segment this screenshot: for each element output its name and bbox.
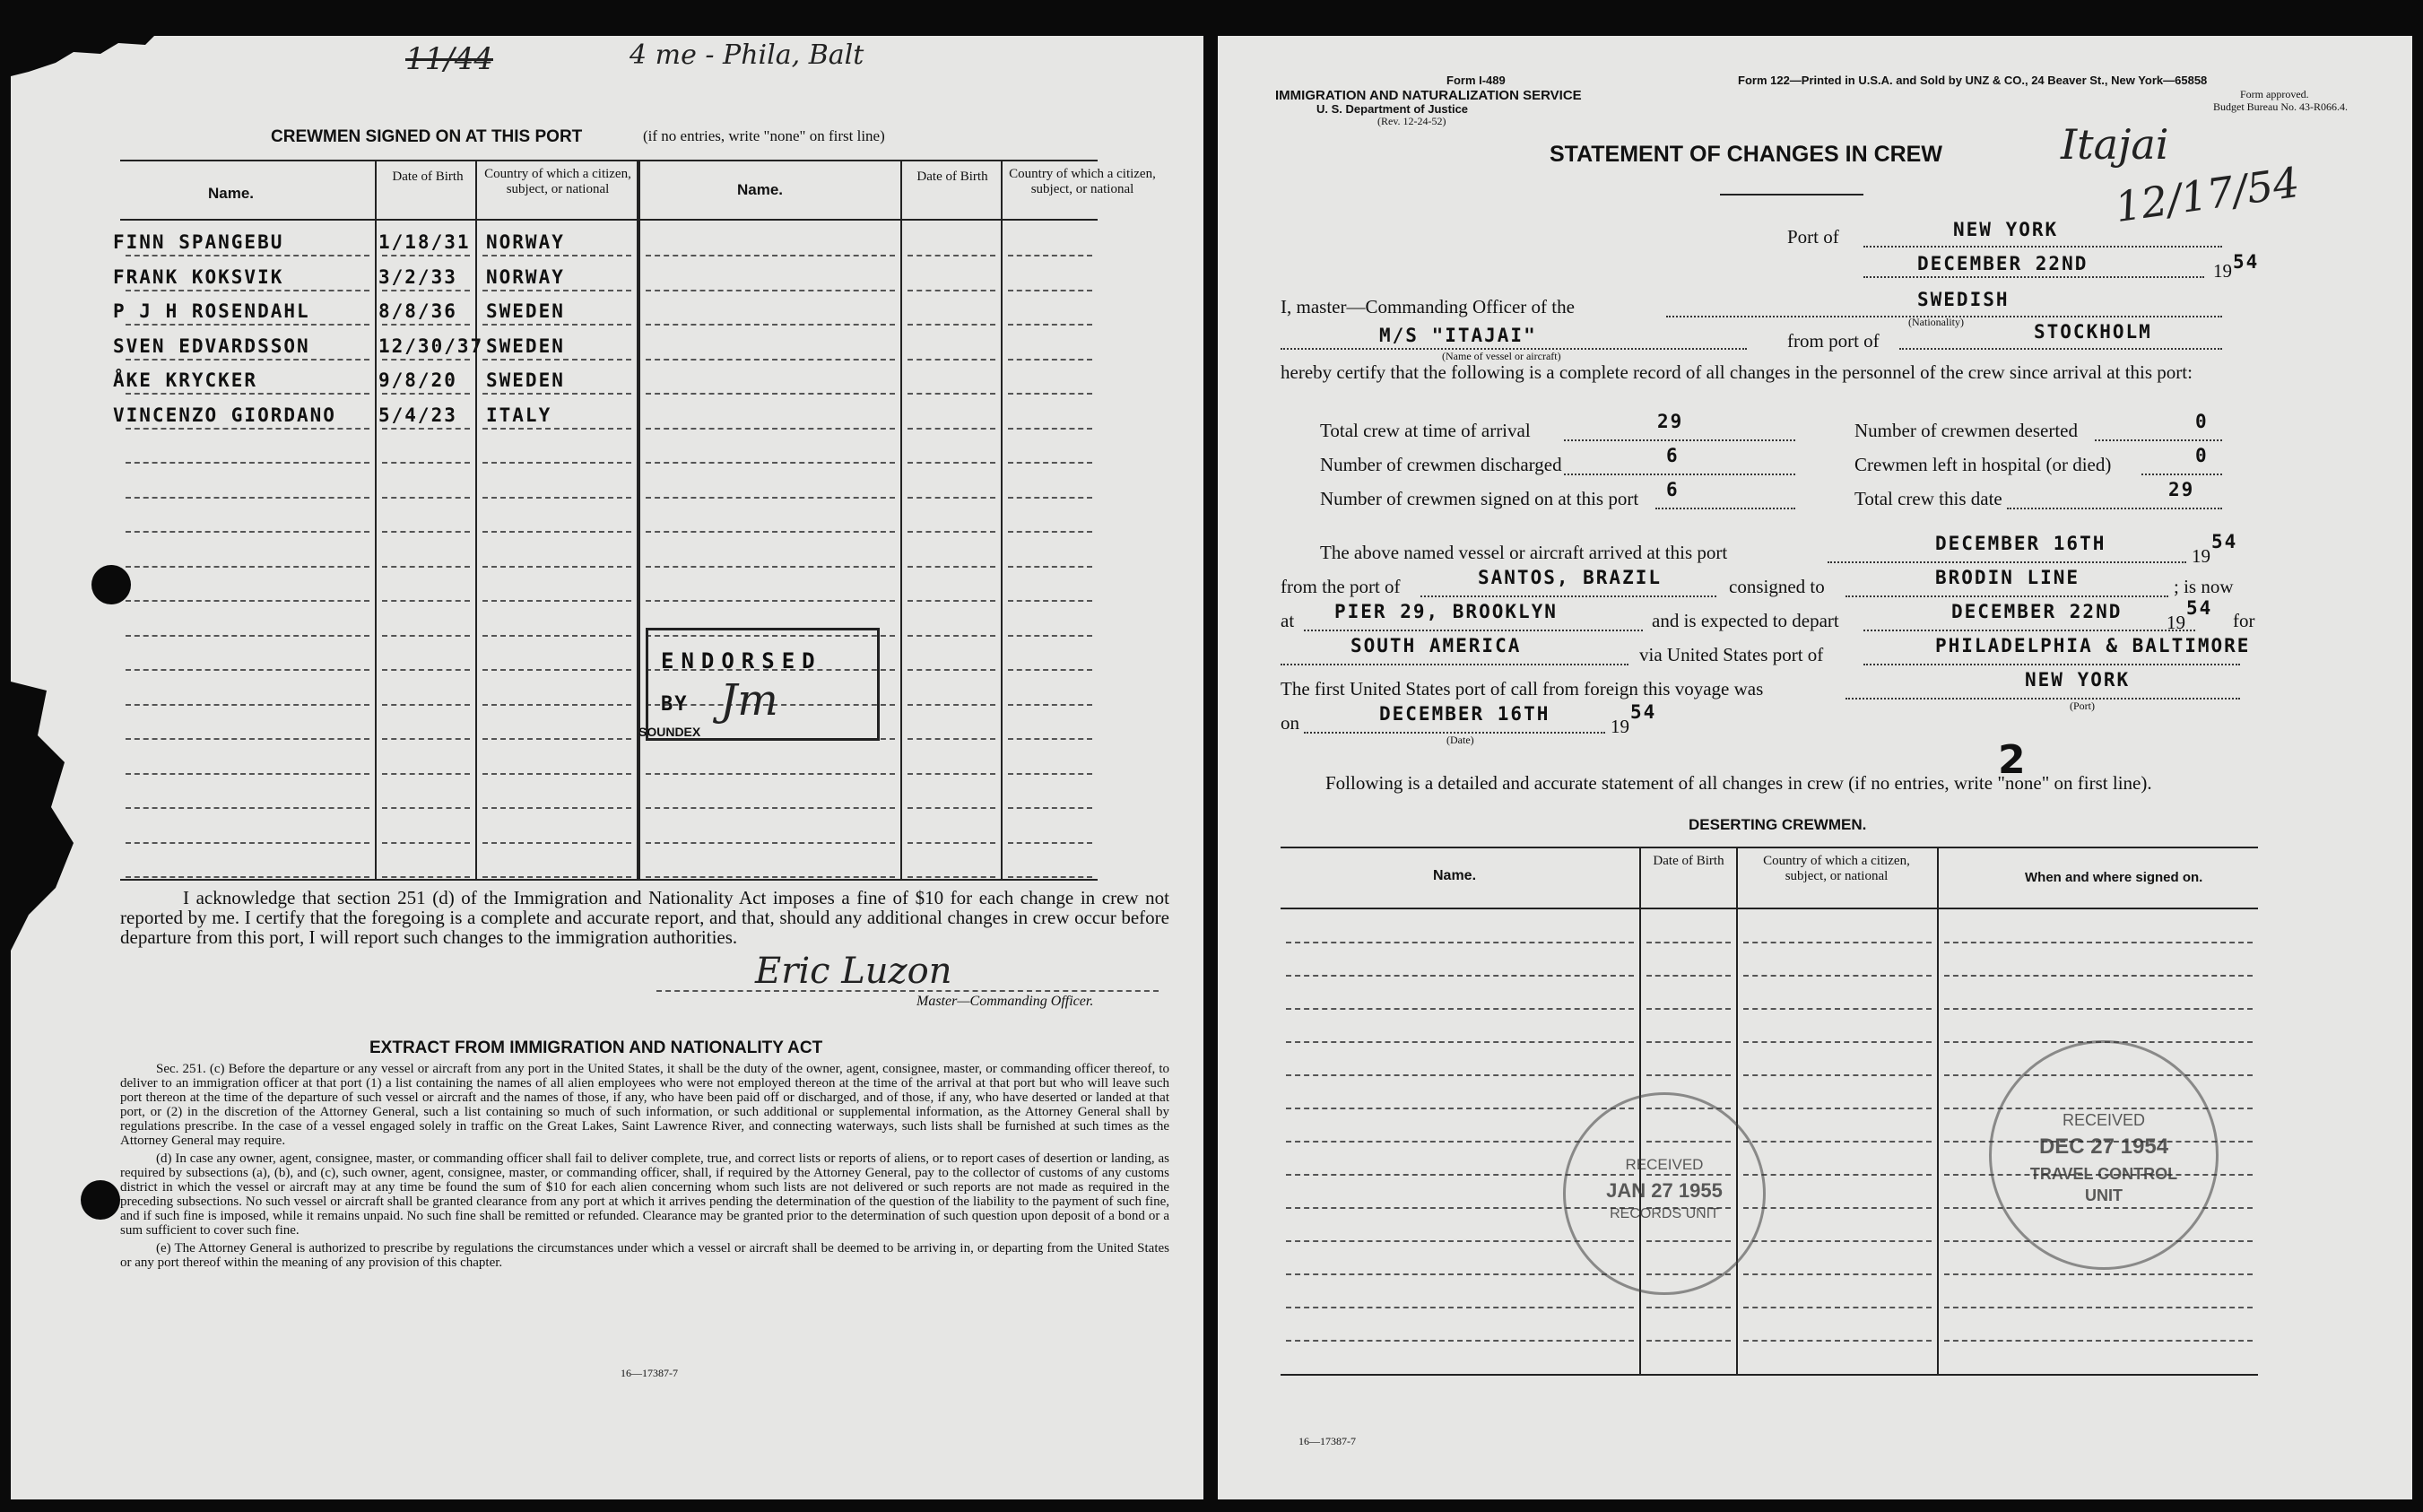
col-dob-header: Date of Birth: [1653, 854, 1724, 868]
row-line: [126, 842, 369, 844]
stamp2-line3: TRAVEL CONTROL: [2029, 1165, 2178, 1183]
row-line: [908, 738, 995, 740]
year-prefix: 19: [2213, 260, 2232, 282]
row-line: [126, 566, 369, 568]
arrived-year-prefix: 19: [2192, 545, 2210, 567]
row-line: [1646, 975, 1731, 977]
total-arrival-value: 29: [1657, 411, 1684, 432]
row-line: [908, 566, 995, 568]
row-line: [1008, 566, 1092, 568]
signed-on-label: Number of crewmen signed on at this port: [1320, 488, 1639, 509]
row-line: [126, 807, 369, 809]
nationality-value: SWEDISH: [1917, 289, 2010, 310]
row-line: [646, 497, 895, 499]
row-line: [482, 876, 631, 878]
row-line: [482, 842, 631, 844]
signature-label: Master—Commanding Officer.: [916, 994, 1094, 1009]
vessel-label: (Name of vessel or aircraft): [1442, 350, 1561, 362]
row-line: [126, 669, 369, 671]
row-line: [646, 566, 895, 568]
row-line: [482, 359, 631, 361]
row-line: [1286, 942, 1634, 943]
row-line: [908, 600, 995, 602]
row-line: [646, 324, 895, 326]
row-line: [382, 497, 470, 499]
row-line: [908, 255, 995, 256]
row-line: [1286, 1008, 1634, 1010]
from-port-label: from port of: [1787, 330, 1880, 352]
row-line: [1008, 359, 1092, 361]
footer-code: 16—17387-7: [1298, 1435, 1356, 1447]
row-line: [126, 359, 369, 361]
stamp2-line1: RECEIVED: [2062, 1111, 2146, 1129]
col-name-header-2: Name.: [737, 181, 784, 198]
printer-line: Form 122—Printed in U.S.A. and Sold by UNZ & CO., 24 Beaver St., New York—65858: [1738, 74, 2208, 87]
total-arrival-label: Total crew at time of arrival: [1320, 420, 1531, 441]
row-line: [1646, 1074, 1731, 1076]
col-when-header: When and where signed on.: [2025, 870, 2203, 885]
row-line: [1646, 1041, 1731, 1043]
extract-e: (e) The Attorney General is authorized to prescribe by regulations the circumstances under which a vessel or aircraft shall be deemed to be arriving in, or departing from the United States or any port thereof within the meaning of any provision of this chapter.: [120, 1241, 1169, 1270]
stamp1-line3: RECORDS UNIT: [1610, 1206, 1719, 1221]
revision: (Rev. 12-24-52): [1377, 115, 1446, 127]
crew-name: FINN SPANGEBU: [113, 231, 284, 253]
row-line: [1008, 531, 1092, 533]
from-port-value: STOCKHOLM: [2034, 321, 2152, 343]
row-line: [1743, 975, 1932, 977]
signed-on-value: 6: [1666, 479, 1680, 500]
col-dob-header-2: Date of Birth: [916, 169, 988, 184]
row-line: [908, 324, 995, 326]
form-number: Form I-489: [1446, 74, 1506, 87]
arrived-date: DECEMBER 16TH: [1935, 533, 2106, 554]
row-line: [1286, 1307, 1634, 1308]
row-line: [1944, 1273, 2253, 1275]
torn-edge: [11, 682, 83, 951]
extract-title: EXTRACT FROM IMMIGRATION AND NATIONALITY ACT: [369, 1038, 823, 1057]
annotation: 11/44: [405, 41, 493, 77]
consigned-label: consigned to: [1729, 576, 1825, 597]
first-port-label: The first United States port of call from foreign this voyage was: [1281, 678, 1764, 700]
torn-corner: [11, 36, 154, 99]
row-line: [382, 842, 470, 844]
hospital-label: Crewmen left in hospital (or died): [1854, 454, 2112, 475]
row-line: [1008, 290, 1092, 291]
crew-country: SWEDEN: [486, 300, 565, 322]
crew-name: FRANK KOKSVIK: [113, 265, 284, 288]
row-line: [482, 566, 631, 568]
col-dob-header: Date of Birth: [392, 169, 464, 184]
row-line: [126, 773, 369, 775]
row-line: [126, 497, 369, 499]
following-text: Following is a detailed and accurate statement of all changes in crew (if no entries, write "none" on first line).: [1325, 772, 2152, 794]
row-line: [482, 738, 631, 740]
row-line: [1944, 942, 2253, 943]
row-line: [382, 462, 470, 464]
from-the-port-value: SANTOS, BRAZIL: [1478, 567, 1663, 588]
row-line: [646, 290, 895, 291]
right-page: [1218, 36, 2412, 1499]
crew-country: SWEDEN: [486, 335, 565, 357]
deserted-label: Number of crewmen deserted: [1854, 420, 2078, 441]
row-line: [126, 428, 369, 430]
is-now-label: ; is now: [2174, 576, 2234, 597]
consigned-value: BRODIN LINE: [1935, 567, 2080, 588]
vessel-value: M/S "ITAJAI": [1379, 325, 1537, 346]
first-year: 54: [1630, 701, 1657, 723]
col-country-header: Country of which a citizen, subject, or national: [1763, 854, 1910, 883]
endorsed-text: ENDORSED: [661, 648, 822, 673]
row-line: [1944, 1340, 2253, 1342]
row-line: [1743, 1108, 1932, 1109]
form-approved: Form approved.: [2240, 88, 2309, 100]
via-port: PHILADELPHIA & BALTIMORE: [1935, 635, 2251, 656]
row-line: [1286, 1340, 1634, 1342]
port-label: (Port): [2070, 700, 2095, 712]
row-line: [382, 669, 470, 671]
row-line: [1743, 1307, 1932, 1308]
port-of-value: NEW YORK: [1953, 219, 2059, 240]
extract-body: [120, 1062, 1169, 1273]
row-line: [1743, 1041, 1932, 1043]
row-line: [126, 876, 369, 878]
row-line: [1008, 669, 1092, 671]
annotation-route: 4 me - Phila, Balt: [630, 39, 864, 71]
at-label: at: [1281, 610, 1295, 631]
col-country-header: Country of which a citizen, subject, or national: [484, 167, 631, 196]
depart-year: 54: [2186, 597, 2213, 619]
row-line: [1944, 1008, 2253, 1010]
row-line: [646, 359, 895, 361]
port-of-label: Port of: [1787, 226, 1839, 248]
budget-number: Budget Bureau No. 43-R066.4.: [2213, 100, 2348, 113]
row-line: [126, 393, 369, 395]
row-line: [126, 600, 369, 602]
row-line: [482, 531, 631, 533]
row-line: [1008, 255, 1092, 256]
row-line: [126, 462, 369, 464]
row-line: [382, 773, 470, 775]
row-line: [646, 393, 895, 395]
row-line: [482, 393, 631, 395]
row-line: [1008, 600, 1092, 602]
discharged-value: 6: [1666, 445, 1680, 466]
row-line: [126, 290, 369, 291]
row-line: [1646, 942, 1731, 943]
row-line: [382, 324, 470, 326]
row-line: [482, 428, 631, 430]
via-label: via United States port of: [1639, 644, 1824, 665]
arrived-year: 54: [2211, 531, 2238, 552]
row-line: [1743, 1141, 1932, 1143]
hospital-value: 0: [2195, 445, 2209, 466]
depart-label: and is expected to depart: [1652, 610, 1839, 631]
total-today-value: 29: [2168, 479, 2195, 500]
row-line: [126, 255, 369, 256]
row-line: [908, 428, 995, 430]
row-line: [1743, 1273, 1932, 1275]
row-line: [1008, 773, 1092, 775]
row-line: [1646, 1008, 1731, 1010]
row-line: [482, 600, 631, 602]
at-location: PIER 29, BROOKLYN: [1334, 601, 1558, 622]
row-line: [382, 531, 470, 533]
row-line: [908, 704, 995, 706]
acknowledge-text: I acknowledge that section 251 (d) of the Immigration and Nationality Act imposes a fine of $10 for each change in crew not reported by me. I certify that the foregoing is a complete and accurate report, and that, should any additional changes in crew occur before departure from this port, I will report such changes to the immigration authorities.: [120, 887, 1169, 948]
row-line: [382, 876, 470, 878]
col-name-header: Name.: [1433, 868, 1477, 883]
row-line: [646, 876, 895, 878]
row-line: [482, 497, 631, 499]
row-line: [908, 497, 995, 499]
hand-number: 2: [1998, 737, 2026, 783]
extract-c: Sec. 251. (c) Before the departure or any vessel or aircraft from any port in the United States, it shall be the duty of the owner, agent, consignee, master, or commanding officer thereof, to deliver to an immigration officer at that port (1) a list containing the names of all alien employees who were not employed thereon at the time of the arrival at that port but who will leave such port thereon at the time of the departure of such vessel or aircraft and the names of those, if any, who have been paid off or discharged, and of those, if any, who have deserted or landed at that port, or (2) in the discretion of the Attorney General, such a list containing so much of such information, or such additional or supplemental information, as the Attorney General shall by regulations prescribe. In the case of a vessel engaged solely in traffic on the Great Lakes, Saint Lawrence River, and connecting waterways, such lists shall be furnished at such times as the Attorney General may require.: [120, 1062, 1169, 1148]
certify-text: hereby certify that the following is a complete record of all changes in the personnel of the crew since arrival at this port:: [1281, 361, 2193, 383]
on-label: on: [1281, 712, 1299, 734]
crew-dob: 5/4/23: [378, 404, 457, 426]
row-line: [1286, 1041, 1634, 1043]
row-line: [482, 704, 631, 706]
signature: Eric Luzon: [755, 951, 952, 992]
total-today-label: Total crew this date: [1854, 488, 2002, 509]
master-label: I, master—Commanding Officer of the: [1281, 296, 1575, 317]
stamp2-line4: UNIT: [2085, 1186, 2123, 1204]
row-line: [482, 635, 631, 637]
nationality-label: (Nationality): [1908, 316, 1964, 328]
received-stamp-travel: [1989, 1040, 2219, 1270]
row-line: [482, 669, 631, 671]
destination: SOUTH AMERICA: [1350, 635, 1522, 656]
row-line: [1646, 1340, 1731, 1342]
row-line: [1008, 807, 1092, 809]
row-line: [908, 773, 995, 775]
row-line: [126, 531, 369, 533]
crew-country: NORWAY: [486, 231, 565, 253]
row-line: [126, 704, 369, 706]
row-line: [646, 600, 895, 602]
row-line: [908, 393, 995, 395]
row-line: [126, 738, 369, 740]
row-line: [482, 324, 631, 326]
row-line: [382, 635, 470, 637]
row-line: [908, 462, 995, 464]
row-line: [1008, 462, 1092, 464]
row-line: [908, 669, 995, 671]
department: U. S. Department of Justice: [1316, 102, 1469, 116]
crew-name: P J H ROSENDAHL: [113, 300, 310, 322]
row-line: [1944, 975, 2253, 977]
row-line: [646, 462, 895, 464]
year-value: 54: [2233, 251, 2260, 273]
row-line: [482, 462, 631, 464]
deserted-value: 0: [2195, 411, 2209, 432]
crew-dob: 12/30/37: [378, 335, 484, 357]
crew-country: SWEDEN: [486, 369, 565, 391]
crew-name: VINCENZO GIORDANO: [113, 404, 336, 426]
row-line: [1743, 1008, 1932, 1010]
row-line: [1286, 1074, 1634, 1076]
row-line: [382, 290, 470, 291]
row-line: [1008, 704, 1092, 706]
row-line: [1008, 497, 1092, 499]
extract-d: (d) In case any owner, agent, consignee, master, or commanding officer shall fail to deliver complete, true, and correct lists or reports of aliens, or to report cases of desertion or landing, as required by subsections (a), (b), and (c), such owner, agent, consignee, master, or commanding officer, shall, if required by the Attorney General, pay to the collector of customs of any customs district in which the vessel or aircraft may at any time be found the sum of $10 for each alien concerning whom such lists are not delivered or such reports are not made as required in the preceding subsections. No such vessel or aircraft shall be granted clearance from any port at which it arrives pending the determination of the question of the liability to the payment of such fine, and if such fine is imposed, while it remains unpaid. No such fine shall be remitted or refunded. Clearance may be granted prior to the determination of such question upon deposit of a bond or a sum sufficient to cover such fine.: [120, 1151, 1169, 1238]
row-line: [1646, 1307, 1731, 1308]
punch-hole: [91, 565, 131, 604]
stamp2-line2: DEC 27 1954: [2038, 1134, 2169, 1159]
row-line: [1743, 1207, 1932, 1209]
crew-dob: 9/8/20: [378, 369, 457, 391]
row-line: [908, 290, 995, 291]
row-line: [646, 807, 895, 809]
row-line: [382, 704, 470, 706]
page-title: STATEMENT OF CHANGES IN CREW: [1550, 142, 1942, 167]
footer-code: 16—17387-7: [621, 1367, 678, 1379]
row-line: [908, 842, 995, 844]
soundex-label: SOUNDEX: [638, 725, 701, 739]
endorsed-initials: Jm: [720, 675, 778, 726]
row-line: [1286, 1273, 1634, 1275]
col-name-header: Name.: [208, 185, 255, 202]
row-line: [1743, 1340, 1932, 1342]
title-note: (if no entries, write "none" on first line): [643, 127, 885, 144]
row-line: [382, 359, 470, 361]
crew-dob: 8/8/36: [378, 300, 457, 322]
left-page: [11, 36, 1203, 1499]
from-the-port-label: from the port of: [1281, 576, 1401, 597]
row-line: [646, 842, 895, 844]
row-line: [1008, 324, 1092, 326]
row-line: [1008, 876, 1092, 878]
row-line: [1008, 428, 1092, 430]
row-line: [646, 531, 895, 533]
row-line: [1743, 942, 1932, 943]
row-line: [908, 635, 995, 637]
row-line: [1286, 1108, 1634, 1109]
row-line: [646, 428, 895, 430]
arrived-label: The above named vessel or aircraft arrived at this port: [1320, 542, 1728, 563]
row-line: [382, 255, 470, 256]
hand-date: 12/17/54: [2112, 157, 2303, 232]
date-label: (Date): [1446, 734, 1474, 746]
crew-dob: 3/2/33: [378, 265, 457, 288]
for-label: for: [2233, 610, 2255, 631]
first-port-value: NEW YORK: [2025, 669, 2131, 691]
row-line: [1008, 635, 1092, 637]
crew-name: ÅKE KRYCKER: [113, 369, 258, 391]
row-line: [646, 255, 895, 256]
row-line: [482, 290, 631, 291]
row-line: [126, 324, 369, 326]
row-line: [482, 773, 631, 775]
row-line: [1743, 1074, 1932, 1076]
deserting-title: DESERTING CREWMEN.: [1689, 816, 1867, 833]
stamp1-line1: RECEIVED: [1625, 1156, 1704, 1173]
page-title: CREWMEN SIGNED ON AT THIS PORT: [271, 127, 583, 146]
date-value: DECEMBER 22ND: [1917, 253, 2089, 274]
crew-country: NORWAY: [486, 265, 565, 288]
row-line: [482, 255, 631, 256]
row-line: [126, 635, 369, 637]
row-line: [1008, 842, 1092, 844]
agency: IMMIGRATION AND NATURALIZATION SERVICE: [1275, 88, 1582, 103]
row-line: [1743, 1174, 1932, 1176]
first-date-value: DECEMBER 16TH: [1379, 703, 1550, 725]
row-line: [382, 393, 470, 395]
discharged-label: Number of crewmen discharged: [1320, 454, 1562, 475]
row-line: [382, 807, 470, 809]
hand-note: Itajai: [2061, 120, 2169, 169]
row-line: [1008, 393, 1092, 395]
endorsed-by: BY: [661, 693, 689, 716]
row-line: [1743, 1240, 1932, 1242]
row-line: [382, 600, 470, 602]
punch-hole: [81, 1180, 120, 1220]
crew-country: ITALY: [486, 404, 552, 426]
row-line: [382, 428, 470, 430]
first-year-prefix: 19: [1611, 716, 1629, 737]
received-stamp-records: [1563, 1092, 1766, 1295]
row-line: [482, 807, 631, 809]
row-line: [908, 807, 995, 809]
row-line: [382, 738, 470, 740]
depart-year-prefix: 19: [2167, 612, 2185, 633]
row-line: [1286, 975, 1634, 977]
row-line: [646, 773, 895, 775]
crew-dob: 1/18/31: [378, 231, 471, 253]
col-country-header-2: Country of which a citizen, subject, or national: [1009, 167, 1156, 196]
row-line: [382, 566, 470, 568]
row-line: [908, 359, 995, 361]
depart-date: DECEMBER 22ND: [1951, 601, 2123, 622]
stamp1-line2: JAN 27 1955: [1606, 1179, 1723, 1202]
row-line: [1944, 1307, 2253, 1308]
crew-name: SVEN EDVARDSSON: [113, 335, 310, 357]
row-line: [1008, 738, 1092, 740]
row-line: [908, 531, 995, 533]
row-line: [908, 876, 995, 878]
